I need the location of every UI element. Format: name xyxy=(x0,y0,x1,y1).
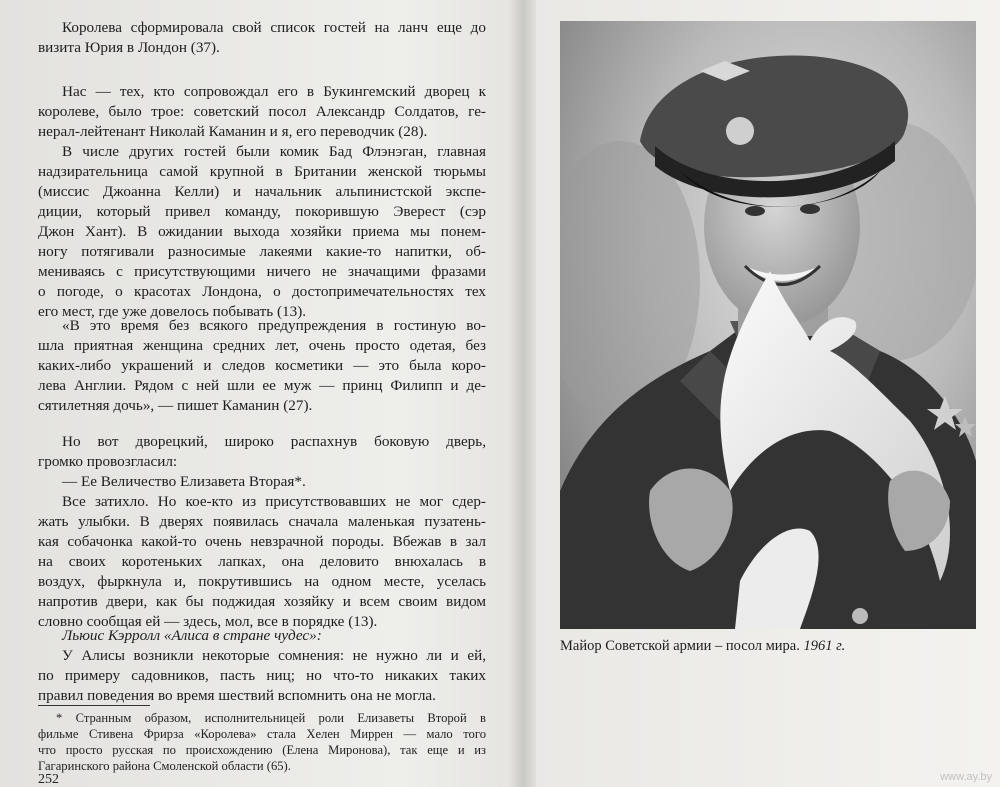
text-line: В числе других гостей были комик Бад Флэнэган, главная xyxy=(62,143,486,160)
paragraph-4-quote xyxy=(38,316,486,416)
text-line: «В это время без всякого предупреждения в гостиную во- xyxy=(62,317,486,334)
paragraph-1 xyxy=(38,18,486,58)
text-line: Нас — тех, кто сопровождал его в Букингемский дворец к xyxy=(62,83,486,100)
caption-text: Майор Советской армии – посол мира. xyxy=(560,638,800,654)
footnote-line: Гагаринского района Смоленской области (65). xyxy=(38,759,291,773)
right-page xyxy=(536,0,1000,787)
text-line: воздух, фыркнула и, покрутившись на одном месте, уселась xyxy=(38,573,486,590)
text-line: (миссис Джоанна Келли) и начальник альпинистской экспе- xyxy=(38,183,486,200)
text-line: напротив двери, как бы поджидая хозяйку и всем своим видом xyxy=(38,593,486,610)
text-line: — Ее Величество Елизавета Вторая*. xyxy=(62,473,306,490)
text-line: громко провозгласил: xyxy=(38,453,178,470)
portrait-photo xyxy=(560,21,976,629)
portrait-illustration xyxy=(560,21,976,629)
text-line: шла приятная женщина средних лет, очень просто одетая, без xyxy=(38,337,486,354)
text-line: надзирательница самой крупной в Британии женской тюрьмы xyxy=(38,163,486,180)
text-line: мениваясь с присутствующими ничего не значащими фразами xyxy=(38,263,486,280)
caption-year: 1961 г. xyxy=(803,638,846,654)
paragraph-6 xyxy=(38,626,486,706)
text-line: ногу потягивали разносимые лакеями какие-то напитки, об- xyxy=(38,243,486,260)
text-line: о погоде, о красотах Лондона, о достопримечательностях тех xyxy=(38,283,486,300)
footnote-line: фильме Стивена Фрирза «Королева» стала Хелен Миррен — мало того xyxy=(38,727,486,741)
text-line: У Алисы возникли некоторые сомнения: не нужно ли и ей, xyxy=(62,647,486,664)
footnote-rule xyxy=(38,705,150,706)
photo-caption xyxy=(560,638,845,655)
cap-badge xyxy=(726,117,754,145)
footnote-line: что просто русская по происхождению (Елена Миронова), так еще и из xyxy=(38,743,486,757)
text-line: Все затихло. Но кое-кто из присутствовавших не мог сдер- xyxy=(62,493,486,510)
carroll-heading: Льюис Кэрролл «Алиса в стране чудес»: xyxy=(62,627,322,644)
text-line: сятилетняя дочь», — пишет Каманин (27). xyxy=(38,397,313,414)
footnote xyxy=(38,710,486,774)
text-line: Джон Хант). В ожидании выхода хозяйки приема мы понем- xyxy=(38,223,486,240)
text-line: правил поведения во время шествий вспомнить она не могла. xyxy=(38,687,436,704)
text-line: по примеру садовников, пасть ниц; но что-то никаких таких xyxy=(38,667,486,684)
text-line: Королева сформировала свой список гостей на ланч еще до xyxy=(62,19,486,36)
text-line: нерал-лейтенант Николай Каманин и я, его переводчик (28). xyxy=(38,123,428,140)
paragraph-2 xyxy=(38,82,486,142)
text-line: кая собачонка какой-то очень невзрачной породы. Вбежав в зал xyxy=(38,533,486,550)
text-line: визита Юрия в Лондон (37). xyxy=(38,39,220,56)
paragraph-3 xyxy=(38,142,486,322)
text-line: Но вот дворецкий, широко распахнув боковую дверь, xyxy=(62,433,486,450)
book-gutter xyxy=(508,0,536,787)
text-line: диции, который привел команду, покорившую Эверест (сэр xyxy=(38,203,486,220)
text-line: словно сообщая ей — здесь, мол, все в порядке (13). xyxy=(38,613,378,630)
watermark: www.ay.by xyxy=(940,771,992,783)
footnote-line: * Странным образом, исполнительницей роли Елизаветы Второй в xyxy=(56,711,486,725)
text-line: его мест, где уже довелось побывать (13). xyxy=(38,303,307,320)
text-line: каких-либо украшений и следов косметики — это была коро- xyxy=(38,357,486,374)
text-line: на своих коротеньких лапках, она деловито внюхалась в xyxy=(38,553,486,570)
text-line: королеве, было трое: советский посол Александр Солдатов, ге- xyxy=(38,103,486,120)
paragraph-5 xyxy=(38,432,486,632)
page-number: 252 xyxy=(38,772,59,787)
text-line: лева Англии. Рядом с ней шли ее муж — принц Филипп и де- xyxy=(38,377,486,394)
text-line: жать улыбки. В дверях появилась сначала маленькая пузатень- xyxy=(38,513,486,530)
